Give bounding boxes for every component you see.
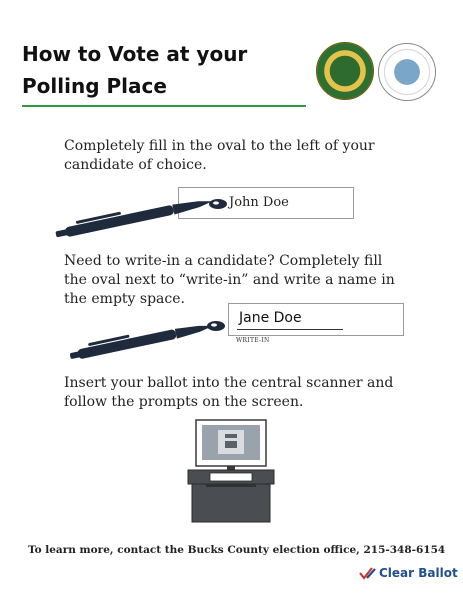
title-line-1: How to Vote at your [22, 42, 248, 66]
county-seal-icon [378, 43, 436, 101]
page-title [22, 38, 247, 102]
step-1-instruction: Completely fill in the oval to the left of your candidate of choice. [64, 138, 375, 173]
title-underline [22, 105, 306, 107]
write-in-label: WRITE-IN [236, 337, 270, 344]
pen-write-in-icon [66, 314, 236, 360]
write-in-name: Jane Doe [239, 310, 302, 326]
clear-ballot-logo [358, 566, 458, 580]
state-seal-icon [316, 42, 374, 100]
candidate-name: John Doe [229, 195, 289, 210]
step-2-instruction: Need to write-in a candidate? Completely fill the oval next to “write-in” and write a name in the empty space. [64, 253, 395, 307]
pen-filling-oval-icon [48, 193, 238, 239]
contact-footer: To learn more, contact the Bucks County election office, 215-348-6154 [28, 544, 446, 556]
title-line-2: Polling Place [22, 74, 167, 98]
write-in-line [237, 329, 343, 330]
clear-ballot-text: Clear Ballot [379, 566, 458, 580]
step-3-instruction: Insert your ballot into the central scanner and follow the prompts on the screen. [64, 375, 394, 410]
clear-ballot-mark-icon [358, 566, 376, 580]
sample-ballot-write-in [228, 303, 404, 336]
ballot-scanner-icon [186, 418, 276, 524]
